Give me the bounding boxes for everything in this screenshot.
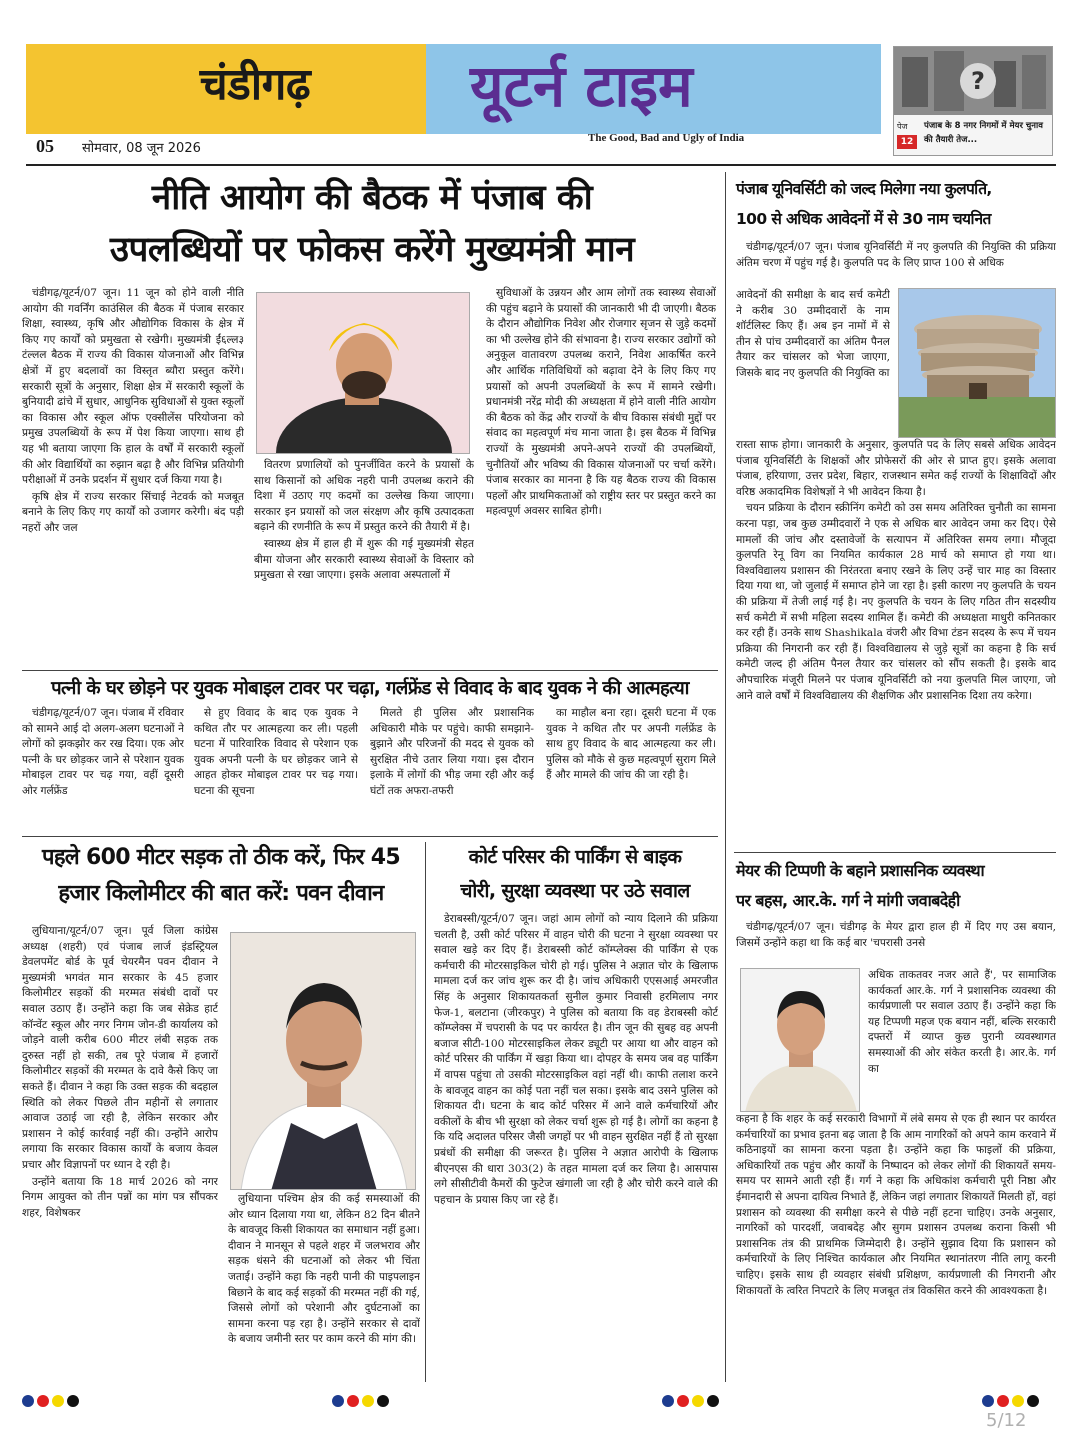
svg-text:?: ? xyxy=(971,67,985,95)
reg-dot xyxy=(1027,1395,1039,1407)
reg-dot xyxy=(662,1395,674,1407)
promo-text: पंजाब के 8 नगर निगमों में मेयर चुनाव की तैयारी तेज... xyxy=(924,121,1043,145)
pu-headline-line2: 100 से अधिक आवेदनों में से 30 नाम चयनित xyxy=(736,210,991,228)
reg-dot xyxy=(997,1395,1009,1407)
portrait-placeholder xyxy=(741,969,860,1112)
road-headline-line2: हजार किलोमीटर की बात करें: पवन दीवान xyxy=(58,881,384,906)
story-divider xyxy=(425,842,426,1382)
column-divider xyxy=(725,172,726,1382)
promo-box[interactable] xyxy=(893,46,1053,156)
mayor-para: कहना है कि शहर के कई सरकारी विभागों में लंबे समय से एक ही स्थान पर कार्यरत कर्मचारियों का प्रभाव इतना बढ़ जाता है कि आम नागरिकों को अपने काम करवाने में कठिनाइयों का सामना करना पड़ता है। उन्होंने कहा कि फाइलों की प्रक्रिया, अधिकारियों तक पहुंच और कार्यों के निष्पादन को लेकर लोगों की शिकायतें समय-समय पर सामने आती रही हैं। गर्ग ने कहा कि अधिकांश कर्मचारी पूरी निष्ठा और ईमानदारी से अपना दायित्व निभाते हैं, लेकिन जहां लगातार शिकायतें मिलती हों, वहां प्रशासन को व्यवस्था की समीक्षा करने से पीछे नहीं हटना चाहिए। उनके अनुसार, नागरिकों को पारदर्शी, जवाबदेह और सुगम प्रशासन उपलब्ध कराना किसी भी प्रशासनिक तंत्र की प्राथमिक जिम्मेदारी है। उन्होंने सुझाव दिया कि प्रशासन को कर्मचारियों के लिए निश्चित कार्यकाल और नियमित स्थानांतरण नीति लागू करनी चाहिए। इसके साथ ही व्यवहार संबंधी प्रशिक्षण, कार्यप्रणाली की निगरानी और शिकायतों के त्वरित निपटारे के लिए मजबूत तंत्र विकसित करने की आवश्यकता है। xyxy=(736,1113,1056,1297)
promo-thumbnail xyxy=(894,47,1052,115)
registration-marks xyxy=(22,1392,1062,1410)
reg-dot xyxy=(677,1395,689,1407)
page-number: 05 xyxy=(36,136,54,156)
mayor-headline-line1: मेयर की टिप्पणी के बहाने प्रशासनिक व्यवस्था xyxy=(736,861,985,880)
portrait-placeholder xyxy=(231,933,416,1190)
pu-para: चयन प्रक्रिया के दौरान स्क्रीनिंग कमेटी को उस समय अतिरिक्त चुनौती का सामना करना पड़ा, जब कुछ उम्मीदवारों ने एक से अधिक बार आवेदन जमा कर दिए। ऐसे मामलों की जांच और दस्तावेजों के सत्यापन में अतिरिक्त समय लगा। मौजूदा कुलपति रेनू विग का नियमित कार्यकाल 28 मार्च को समाप्त हो गया था। विश्वविद्यालय प्रशासन की निरंतरता बनाए रखने के लिए उन्हें चार माह का विस्तार दिया गया था, जो जुलाई में समाप्त होने जा रहा है। इसी कारण नए कुलपति के चयन की प्रक्रिया में तेजी लाई गई है। नए कुलपति के चयन के लिए गठित तीन सदस्यीय सर्च कमेटी में सभी महिला सदस्य शामिल हैं। कमेटी की अध्यक्षता माधुरी कनितकार कर रही हैं। उनके साथ Shashikala वंजरी और विभा टंडन सदस्य के रूप में चयन प्रक्रिया की निगरानी कर रही हैं। विश्वविद्यालय से जुड़े सूत्रों का कहना है कि सर्च कमेटी जल्द ही अंतिम पैनल तैयार कर चांसलर को सौंप सकती है। इसके बाद औपचारिक मंजूरी मिलने पर पंजाब यूनिवर्सिटी को नया कुलपति मिल जाएगा, जो आने वाले वर्षों में विश्वविद्यालय की शैक्षणिक और प्रशासनिक दिशा तय करेगा। xyxy=(736,502,1056,702)
tower-para: चंडीगढ़/यूटर्न/07 जून। पंजाब में रविवार को सामने आई दो अलग-अलग घटनाओं ने लोगों को झकझोर कर रख दिया। एक ओर पत्नी के घर छोड़कर जाने से परेशान युवक मोबाइल टावर पर चढ़ गया, वहीं दूसरी ओर गर्लफ्रेंड xyxy=(22,707,184,797)
reg-mark-group xyxy=(982,1392,1042,1411)
reg-dot xyxy=(362,1395,374,1407)
panjab-university-photo xyxy=(898,288,1056,438)
promo-page-badge: 12 xyxy=(897,135,917,149)
court-para: डेराबस्सी/यूटर्न/07 जून। जहां आम लोगों को न्याय दिलाने की प्रक्रिया चलती है, उसी कोर्ट परिसर में वाहन चोरी की घटना ने सुरक्षा व्यवस्था पर सवाल खड़े कर दिए हैं। डेराबस्सी कोर्ट कॉम्प्लेक्स की पार्किंग से एक कर्मचारी की मोटरसाइकिल चोरी हो गई। पुलिस ने अज्ञात चोर के खिलाफ मामला दर्ज कर जांच शुरू कर दी है। जांच अधिकारी एएसआई अमरजीत सिंह के अनुसार शिकायतकर्ता सुनील कुमार निवासी हरमिलाप नगर फेज-1, बलटाना (जीरकपुर) ने पुलिस को बताया कि वह डेराबस्सी कोर्ट कॉम्प्लेक्स में चपरासी के पद पर कार्यरत है। तीन जून की सुबह वह अपनी बजाज सीटी-100 मोटरसाइकिल लेकर ड्यूटी पर आया था और वाहन को कोर्ट परिसर की पार्किंग में खड़ा किया था। दोपहर के समय जब वह पार्किंग में वापस पहुंचा तो उसकी मोटरसाइकिल वहां नहीं थी। काफी तलाश करने के बावजूद वाहन का कोई पता नहीं चल सका। इसके बाद उसने पुलिस को शिकायत दी। घटना के बाद कोर्ट परिसर में आने वाले कर्मचारियों और वकीलों के बीच भी सुरक्षा को लेकर चर्चा शुरू हो गई है। लोगों का कहना है कि यदि अदालत परिसर जैसी जगहों पर भी वाहन सुरक्षित नहीं हैं तो सुरक्षा प्रबंधों की समीक्षा की जरूरत है। पुलिस ने अज्ञात आरोपी के खिलाफ बीएनएस की धारा 303(2) के तहत मामला दर्ज कर लिया है। आसपास लगे सीसीटीवी कैमरों की फुटेज खंगाली जा रही है और चोरी करने वाले की पहचान के प्रयास किए जा रहे हैं। xyxy=(434,913,718,1206)
pu-beside-photo xyxy=(736,288,890,438)
reg-dot xyxy=(37,1395,49,1407)
tower-para: का माहौल बना रहा। दूसरी घटना में एक युवक ने कथित तौर पर अपनी गर्लफ्रेंड के साथ हुए विवाद के बाद आत्महत्या कर ली। पुलिस को मौके से कुछ महत्वपूर्ण सुराग मिले हैं और मामले की जांच की जा रही है। xyxy=(546,707,716,782)
lead-para: वितरण प्रणालियों को पुनर्जीवित करने के प्रयासों के साथ किसानों को अधिक नहरी पानी उपलब्ध कराने की दिशा में उठाए गए कदमों का उल्लेख किया जाएगा। सरकार इन प्रयासों को जल संरक्षण और कृषि उत्पादकता बढ़ाने की रणनीति के रूप में प्रस्तुत करने की तैयारी में है। xyxy=(254,459,474,534)
tower-para: मिलते ही पुलिस और प्रशासनिक अधिकारी मौके पर पहुंचे। काफी समझाने-बुझाने और परिजनों की मदद से युवक को सुरक्षित नीचे उतार लिया गया। इस दौरान इलाके में लोगों की भीड़ जमा रही और कई घंटों तक अफरा-तफरी xyxy=(370,707,534,797)
road-para: लुधियाना पश्चिम क्षेत्र की कई समस्याओं की ओर ध्यान दिलाया गया था, लेकिन 82 दिन बीतने के बावजूद किसी शिकायत का समाधान नहीं हुआ। दीवान ने मानसून से पहले शहर में जलभराव और सड़क धंसने की घटनाओं को लेकर भी चिंता जताई। उन्होंने कहा कि नहरी पानी की पाइपलाइन बिछाने के बाद कई सड़कों की मरम्मत नहीं की गई, जिससे लोगों को परेशानी और दुर्घटनाओं का सामना करना पड़ रहा है। उन्होंने सरकार से दावों के बजाय जमीनी स्तर पर काम करने की मांग की। xyxy=(228,1193,420,1346)
reg-dot xyxy=(332,1395,344,1407)
court-col xyxy=(434,912,718,1382)
tower-col-2 xyxy=(194,706,358,830)
lead-col-1 xyxy=(22,286,244,678)
mayor-para: चंडीगढ़/यूटर्न/07 जून। चंडीगढ़ के मेयर द्वारा हाल ही में दिए गए उस बयान, जिसमें उन्होंने कहा था कि कई बार 'चपरासी उनसे xyxy=(736,921,1056,949)
city-name: चंडीगढ़ xyxy=(199,59,311,110)
tagline: The Good, Bad and Ugly of India xyxy=(588,132,745,144)
road-para: उन्होंने बताया कि 18 मार्च 2026 को नगर निगम आयुक्त को तीन पन्नों का मांग पत्र सौंपकर शहर, विशेषकर xyxy=(22,1175,218,1219)
issue-date: सोमवार, 08 जून 2026 xyxy=(82,141,201,156)
building-placeholder xyxy=(899,289,1056,438)
reg-dot xyxy=(692,1395,704,1407)
lead-para: चंडीगढ़/यूटर्न/07 जून। 11 जून को होने वाली नीति आयोग की गवर्निंग काउंसिल की बैठक में पंजाब सरकार शिक्षा, स्वास्थ्य, कृषि और औद्योगिक विकास के क्षेत्र में किए गए कार्यों को प्रमुखता से रखेगी। मुख्यमंत्री ईं६ल्ल३ टंल्लल बैठक में राज्य की विकास योजनाओं और विभिन्न क्षेत्रों में हुए बदलावों का विस्तृत ब्यौरा प्रस्तुत करेंगे। सरकारी सूत्रों के अनुसार, शिक्षा क्षेत्र में सरकारी स्कूलों के बुनियादी ढांचे में सुधार, आधुनिक सुविधाओं से युक्त स्कूलों का विकास और स्कूल ऑफ एक्सीलेंस परियोजना को प्रमुख उपलब्धियों के रूप में पेश किया जाएगा। साथ ही यह भी बताया जाएगा कि हाल के वर्षों में सरकारी स्कूलों की ओर विद्यार्थियों का रुझान बढ़ा है और विभिन्न प्रतियोगी परीक्षाओं में उनके प्रदर्शन में सुधार दर्ज किया गया है। xyxy=(22,287,244,487)
reg-dot xyxy=(22,1395,34,1407)
court-headline-line1: कोर्ट परिसर की पार्किंग से बाइक xyxy=(468,846,682,868)
tower-headline: पत्नी के घर छोड़ने पर युवक मोबाइल टावर पर चढ़ा, गर्लफ्रेंड से विवाद के बाद युवक ने की आत्महत्या xyxy=(51,678,689,699)
tower-col-1 xyxy=(22,706,184,830)
mayor-body xyxy=(736,1112,1056,1382)
promo-page-label: पेज xyxy=(897,122,908,131)
lead-para: कृषि क्षेत्र में राज्य सरकार सिंचाई नेटवर्क को मजबूत बनाने के लिए किए गए कार्यों को उजागर करेगी। बंद पड़ी नहरों और जल xyxy=(22,490,244,534)
lead-col-2 xyxy=(254,458,474,680)
pu-intro xyxy=(736,240,1056,288)
section-rule xyxy=(22,836,718,837)
pu-body xyxy=(736,438,1056,850)
reg-dot xyxy=(377,1395,389,1407)
pu-para: रास्ता साफ होगा। जानकारी के अनुसार, कुलपति पद के लिए सबसे अधिक आवेदन पंजाब यूनिवर्सिटी के शिक्षकों और प्रोफेसरों की ओर से प्राप्त हुए। इसके अलावा पंजाब, हरियाणा, उत्तर प्रदेश, बिहार, राजस्थान समेत कई राज्यों के शिक्षाविदों और वरिष्ठ अकादमिक विशेषज्ञों ने भी आवेदन किया है। xyxy=(736,439,1056,498)
reg-dot xyxy=(1012,1395,1024,1407)
reg-dot xyxy=(347,1395,359,1407)
reg-dot xyxy=(707,1395,719,1407)
road-col-2 xyxy=(228,1192,420,1372)
mayor-headline-line2: पर बहस, आर.के. गर्ग ने मांगी जवाबदेही xyxy=(736,891,960,910)
pawan-diwan-photo xyxy=(230,932,416,1190)
portrait-placeholder xyxy=(257,293,470,454)
page-indicator: 5/12 xyxy=(986,1410,1027,1431)
brand-logo: यूटर्न टाइम xyxy=(470,52,693,120)
reg-dot xyxy=(52,1395,64,1407)
section-rule xyxy=(22,670,718,671)
pu-para: चंडीगढ़/यूटर्न/07 जून। पंजाब यूनिवर्सिटी में नए कुलपति की नियुक्ति की प्रक्रिया अंतिम चरण में पहुंच गई है। कुलपति पद के लिए प्राप्त 100 से अधिक xyxy=(736,241,1056,269)
lead-headline-line1: नीति आयोग की बैठक में पंजाब की xyxy=(151,178,593,218)
lead-para: सुविधाओं के उन्नयन और आम लोगों तक स्वास्थ्य सेवाओं की पहुंच बढ़ाने के प्रयासों की जानकारी भी दी जाएगी। बैठक के दौरान औद्योगिक निवेश और रोजगार सृजन से जुड़े कदमों का भी उल्लेख होने की संभावना है। राज्य सरकार उद्योगों को अनुकूल वातावरण उपलब्ध कराने, निवेश आकर्षित करने और आर्थिक गतिविधियों को बढ़ावा देने के लिए किए गए प्रयासों को अपनी उपलब्धियों के रूप में सामने रखेगी। प्रधानमंत्री नरेंद्र मोदी की अध्यक्षता में होने वाली नीति आयोग की बैठक को केंद्र और राज्यों के बीच विकास संबंधी मुद्दों पर संवाद का महत्वपूर्ण मंच माना जाता है। इस बैठक में विभिन्न राज्यों के मुख्यमंत्री अपने-अपने राज्यों की उपलब्धियों, चुनौतियों और भविष्य की विकास योजनाओं पर चर्चा करेंगे। पंजाब सरकार का मानना है कि यह बैठक राज्य की विकास पहलों और प्राथमिकताओं को राष्ट्रीय स्तर पर प्रस्तुत करने का महत्वपूर्ण अवसर साबित होगी। xyxy=(486,287,716,518)
reg-mark-group xyxy=(22,1392,82,1411)
road-headline-line1: पहले 600 मीटर सड़क तो ठीक करें, फिर 45 xyxy=(42,845,400,870)
reg-mark-group xyxy=(332,1392,392,1411)
lead-headline-line2: उपलब्धियों पर फोकस करेंगे मुख्यमंत्री मान xyxy=(109,230,635,270)
pu-para: आवेदनों की समीक्षा के बाद सर्च कमेटी ने करीब 30 उम्मीदवारों के नाम शॉर्टलिस्ट किए हैं। अब इन नामों में से तीन से पांच उम्मीदवारों का अंतिम पैनल तैयार कर चांसलर को भेजा जाएगा, जिसके बाद नए कुलपति की नियुक्ति का xyxy=(736,289,890,379)
court-headline-line2: चोरी, सुरक्षा व्यवस्था पर उठे सवाल xyxy=(460,880,690,902)
mayor-intro xyxy=(736,920,1056,968)
rk-garg-photo xyxy=(740,968,860,1112)
road-para: लुधियाना/यूटर्न/07 जून। पूर्व जिला कांग्रेस अध्यक्ष (शहरी) एवं पंजाब लार्ज इंडस्ट्रियल डेवलपमेंट बोर्ड के पूर्व चेयरमैन पवन दीवान ने मुख्यमंत्री भगवंत मान सरकार के 45 हजार किलोमीटर सड़कों की मरम्मत संबंधी दावों पर सवाल उठाए हैं। उन्होंने कहा कि जब सेक्रेड हार्ट कॉन्वेंट स्कूल और नगर निगम जोन-डी कार्यालय को जोड़ने वाली करीब 600 मीटर लंबी सड़क तक दुरुस्त नहीं हो सकी, तब पूरे पंजाब में हजारों किलोमीटर सड़कों की मरम्मत के दावे कैसे किए जा सकते हैं। दीवान ने कहा कि उक्त सड़क की बदहाल स्थिति को लेकर पिछले तीन महीनों से लगातार आवाज उठाई जा रही है, लेकिन सरकार और प्रशासन ने कोई कार्रवाई नहीं की। उन्होंने आरोप लगाया कि सरकार विकास कार्यों के बजाय केवल प्रचार और विज्ञापनों पर ध्यान दे रही है। xyxy=(22,925,218,1171)
mayor-para: अधिक ताकतवर नजर आते हैं', पर सामाजिक कार्यकर्ता आर.के. गर्ग ने प्रशासनिक व्यवस्था की कार्यप्रणाली पर सवाल उठाए हैं। उन्होंने कहा कि यह टिप्पणी महज एक बयान नहीं, बल्कि सरकारी दफ्तरों में व्याप्त कुछ पुरानी व्यवस्थागत समस्याओं की ओर संकेत करती है। आर.के. गर्ग का xyxy=(868,969,1056,1075)
section-rule xyxy=(734,852,1056,853)
reg-dot xyxy=(982,1395,994,1407)
masthead-rule xyxy=(26,164,1056,166)
lead-para: स्वास्थ्य क्षेत्र में हाल ही में शुरू की गई मुख्यमंत्री सेहत बीमा योजना और सरकारी स्वास्थ्य सेवाओं के विस्तार को प्रमुखता से रखा जाएगा। इसके अलावा अस्पतालों में xyxy=(254,537,474,582)
mayor-beside-photo xyxy=(868,968,1056,1112)
masthead xyxy=(0,0,1077,166)
reg-dot xyxy=(67,1395,79,1407)
tower-col-4 xyxy=(546,706,716,830)
pu-headline-line1: पंजाब यूनिवर्सिटी को जल्द मिलेगा नया कुलपति, xyxy=(736,180,992,198)
road-col-1 xyxy=(22,924,218,1372)
bhagwant-mann-photo xyxy=(256,292,470,454)
lead-col-3 xyxy=(486,286,716,678)
reg-mark-group xyxy=(662,1392,722,1411)
tower-para: से हुए विवाद के बाद एक युवक ने कथित तौर पर आत्महत्या कर ली। पहली घटना में पारिवारिक विवाद से परेशान एक युवक अपनी पत्नी के घर छोड़कर जाने से आहत होकर मोबाइल टावर पर चढ़ गया। घटना की सूचना xyxy=(194,707,358,797)
tower-col-3 xyxy=(370,706,534,830)
